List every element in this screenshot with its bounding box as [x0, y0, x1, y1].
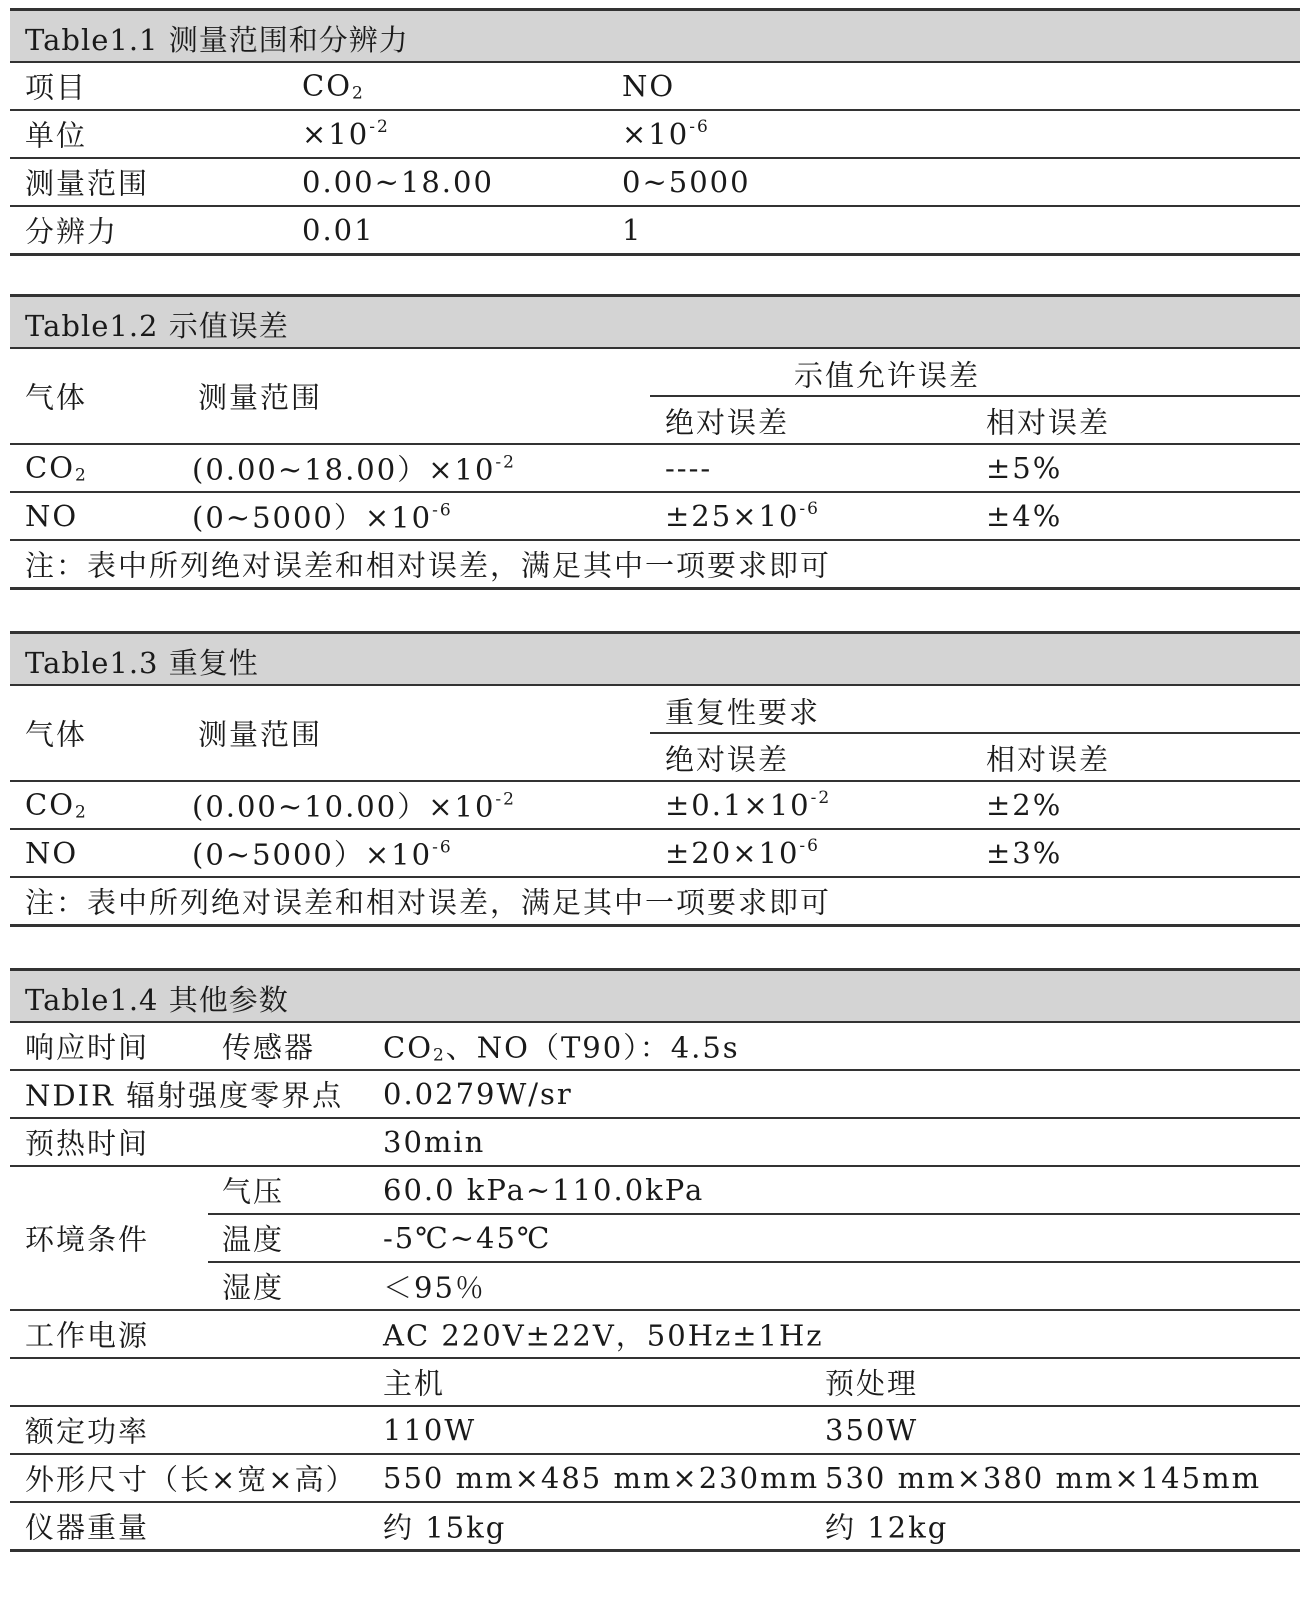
gas-co2: $CO_2$ — [25, 787, 88, 823]
table-row — [10, 1359, 1300, 1407]
rated-power-pretreatment: 350W — [825, 1413, 919, 1447]
power-value: AC 220V±22V，50Hz±1Hz — [383, 1318, 824, 1353]
table-note — [10, 541, 1300, 590]
col-header-pretreatment: 预处理 — [825, 1366, 919, 1401]
table-row — [10, 1503, 1300, 1552]
weight-label: 仪器重量 — [25, 1510, 150, 1545]
table-note — [10, 878, 1300, 927]
gas-co2: $CO_2$ — [25, 450, 88, 486]
gas-no: NO — [25, 836, 79, 870]
header-divider — [650, 395, 1300, 397]
table-row — [10, 782, 1300, 830]
env-label: 环境条件 — [25, 1222, 150, 1257]
sensor-label: 传感器 — [222, 1030, 316, 1065]
col-header-repeatability: 重复性要求 — [665, 695, 821, 730]
note-text: 注：表中所列绝对误差和相对误差，满足其中一项要求即可 — [25, 885, 832, 920]
range-no: $(0\sim 5000)\times 10^{-6}$ — [192, 837, 453, 872]
resolution-no: 1 — [622, 213, 643, 247]
header-divider — [650, 732, 1300, 734]
dimensions-label: 外形尺寸（长×宽×高） — [25, 1462, 357, 1497]
table-row — [10, 830, 1300, 878]
unit-co2: $\times 10^{-2}$ — [302, 117, 390, 151]
table-row — [10, 63, 1300, 111]
rel-error-co2: ±5% — [986, 451, 1063, 485]
table-1-3-title: Table1.3 重复性 — [10, 631, 1300, 686]
env-group — [10, 1167, 1300, 1311]
col-header-main: 主机 — [383, 1366, 446, 1401]
env-humidity-label: 湿度 — [222, 1270, 285, 1305]
abs-error-no: $\pm 20\times 10^{-6}$ — [665, 836, 820, 870]
col-header-rel-error: 相对误差 — [986, 405, 1111, 440]
rel-error-co2: ±2% — [986, 788, 1063, 822]
range-co2: $(0.00\sim 10.00)\times 10^{-2}$ — [192, 789, 516, 824]
range-no: $(0\sim 5000)\times 10^{-6}$ — [192, 500, 453, 535]
abs-error-no: $\pm 25\times 10^{-6}$ — [665, 499, 820, 533]
env-pressure-label: 气压 — [222, 1174, 285, 1209]
env-humidity-value: ＜95％ — [383, 1270, 486, 1305]
table-row — [10, 1455, 1300, 1503]
table-1-2-title: Table1.2 示值误差 — [10, 294, 1300, 349]
weight-main: 约 15kg — [383, 1510, 507, 1545]
col-header-gas: 气体 — [25, 380, 88, 415]
table-1-2 — [10, 294, 1300, 590]
abs-error-co2: ---- — [665, 451, 713, 485]
preheat-value: 30min — [383, 1125, 486, 1159]
range-co2: 0.00~18.00 — [302, 165, 494, 199]
col-header-rel-error: 相对误差 — [986, 742, 1111, 777]
response-time-value: $CO_2$、NO（T90）：4.5s — [383, 1030, 740, 1066]
rated-power-main: 110W — [383, 1413, 477, 1447]
row-label: 测量范围 — [25, 166, 150, 201]
env-pressure-value: 60.0 kPa~110.0kPa — [383, 1173, 705, 1207]
env-divider — [208, 1213, 1300, 1215]
weight-pretreatment: 约 12kg — [825, 1510, 949, 1545]
dimensions-main: 550 mm×485 mm×230mm — [383, 1461, 820, 1495]
table-row — [10, 1071, 1300, 1119]
rel-error-no: ±4% — [986, 499, 1063, 533]
table-1-1 — [10, 8, 1300, 256]
table-row — [10, 1407, 1300, 1455]
table-row — [10, 1119, 1300, 1167]
col-header-abs-error: 绝对误差 — [665, 405, 790, 440]
response-time-label: 响应时间 — [25, 1030, 150, 1065]
ndir-label: NDIR 辐射强度零界点 — [25, 1078, 344, 1113]
table-row — [10, 159, 1300, 207]
note-text: 注：表中所列绝对误差和相对误差，满足其中一项要求即可 — [25, 548, 832, 583]
table-1-4-title: Table1.4 其他参数 — [10, 968, 1300, 1023]
table-row — [10, 1023, 1300, 1071]
range-co2: $(0.00\sim 18.00)\times 10^{-2}$ — [192, 452, 516, 487]
env-temp-label: 温度 — [222, 1222, 285, 1257]
table-1-4 — [10, 968, 1300, 1552]
col-header-no: NO — [622, 69, 676, 103]
table-row — [10, 207, 1300, 256]
row-label: 单位 — [25, 118, 88, 153]
resolution-co2: 0.01 — [302, 213, 375, 247]
abs-error-co2: $\pm 0.1\times 10^{-2}$ — [665, 788, 832, 822]
ndir-value: 0.0279W/sr — [383, 1077, 573, 1111]
env-temp-value: -5℃~45℃ — [383, 1221, 552, 1255]
table-row — [10, 111, 1300, 159]
env-divider — [208, 1261, 1300, 1263]
table-header-row — [10, 349, 1300, 445]
col-header-range: 测量范围 — [198, 717, 323, 752]
range-no: 0~5000 — [622, 165, 751, 199]
table-1-1-title: Table1.1 测量范围和分辨力 — [10, 8, 1300, 63]
table-row — [10, 493, 1300, 541]
col-header-range: 测量范围 — [198, 380, 323, 415]
rated-power-label: 额定功率 — [25, 1414, 150, 1449]
unit-no: $\times 10^{-6}$ — [622, 117, 710, 151]
preheat-label: 预热时间 — [25, 1126, 150, 1161]
col-header-co2: $CO_2$ — [302, 68, 365, 104]
col-header-allowed-error: 示值允许误差 — [794, 358, 981, 393]
table-header-row — [10, 686, 1300, 782]
power-label: 工作电源 — [25, 1318, 150, 1353]
gas-no: NO — [25, 499, 79, 533]
dimensions-pretreatment: 530 mm×380 mm×145mm — [825, 1461, 1262, 1495]
table-row — [10, 445, 1300, 493]
col-header-gas: 气体 — [25, 717, 88, 752]
table-1-3 — [10, 631, 1300, 927]
row-label: 分辨力 — [25, 214, 119, 249]
table-row — [10, 1311, 1300, 1359]
row-label: 项目 — [25, 70, 88, 105]
rel-error-no: ±3% — [986, 836, 1063, 870]
col-header-abs-error: 绝对误差 — [665, 742, 790, 777]
